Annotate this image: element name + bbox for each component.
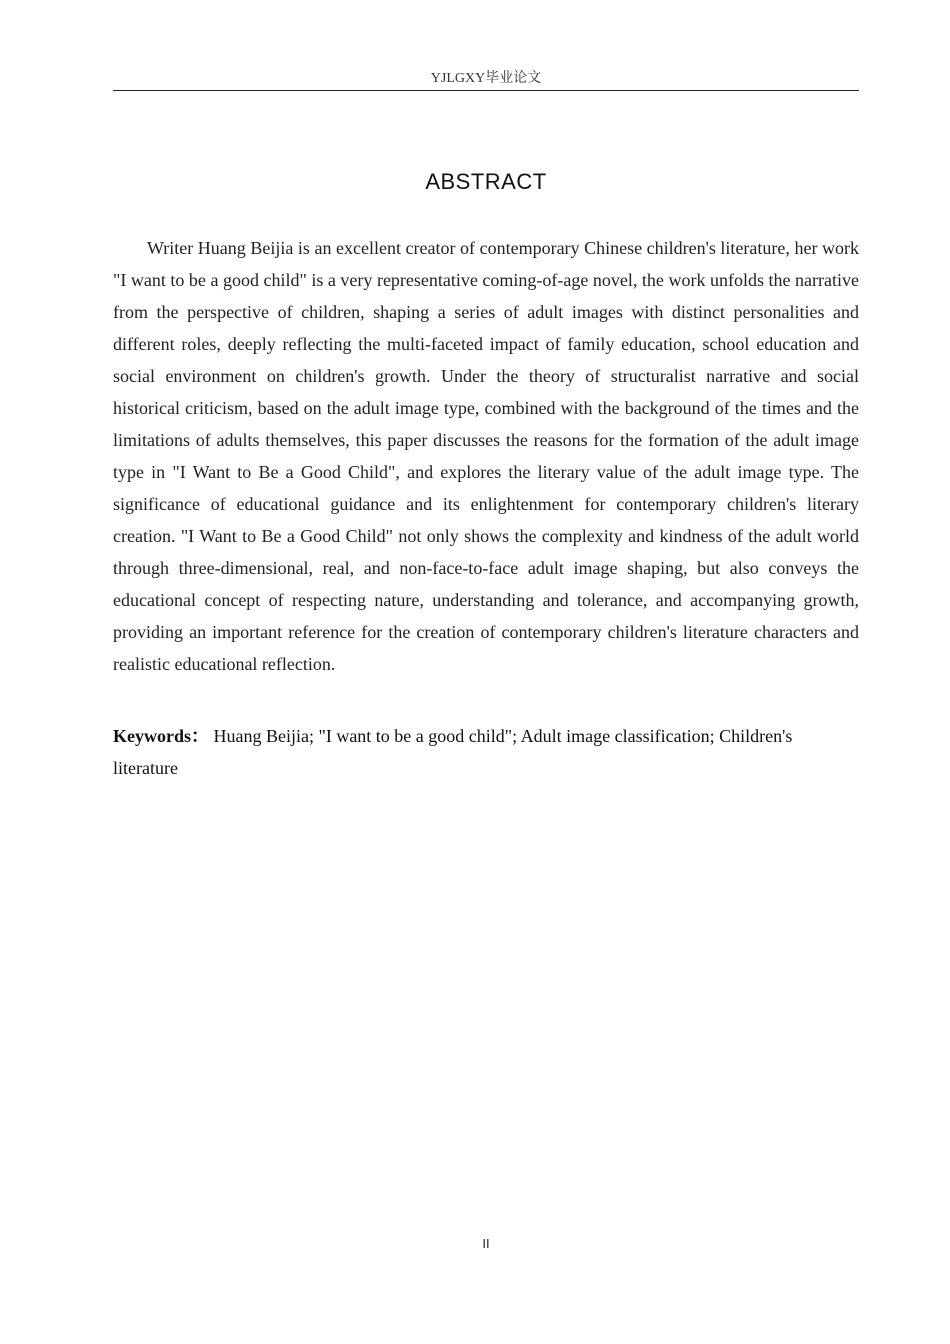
abstract-title: ABSTRACT — [425, 169, 547, 194]
header-rule — [113, 90, 859, 91]
keywords-text: Huang Beijia; "I want to be a good child"; Adult image classification; Children's literature — [113, 726, 793, 778]
keywords-line — [113, 720, 859, 784]
running-header: YJLGXY毕业论文 — [430, 71, 542, 86]
page-number: II — [482, 1236, 490, 1251]
keywords-label: Keywords： — [113, 726, 209, 746]
abstract-body: Writer Huang Beijia is an excellent creator of contemporary Chinese children's literature, her work "I want to be a good child" is a very representative coming-of-age novel, the work unfolds the narrative from the perspective of children, shaping a series of adult images with distinct personalities and different roles, deeply reflecting the multi-faceted impact of family education, school education and social environment on children's growth. Under the theory of structuralist narrative and social historical criticism, based on the adult image type, combined with the background of the times and the limitations of adults themselves, this paper discusses the reasons for the formation of the adult image type in "I Want to Be a Good Child", and explores the literary value of the adult image type. The significance of educational guidance and its enlightenment for contemporary children's literary creation. "I Want to Be a Good Child" not only shows the complexity and kindness of the adult world through three-dimensional, real, and non-face-to-face adult image shaping, but also conveys the educational concept of respecting nature, understanding and tolerance, and accompanying growth, providing an important reference for the creation of contemporary children's literature characters and realistic educational reflection. — [113, 238, 859, 674]
